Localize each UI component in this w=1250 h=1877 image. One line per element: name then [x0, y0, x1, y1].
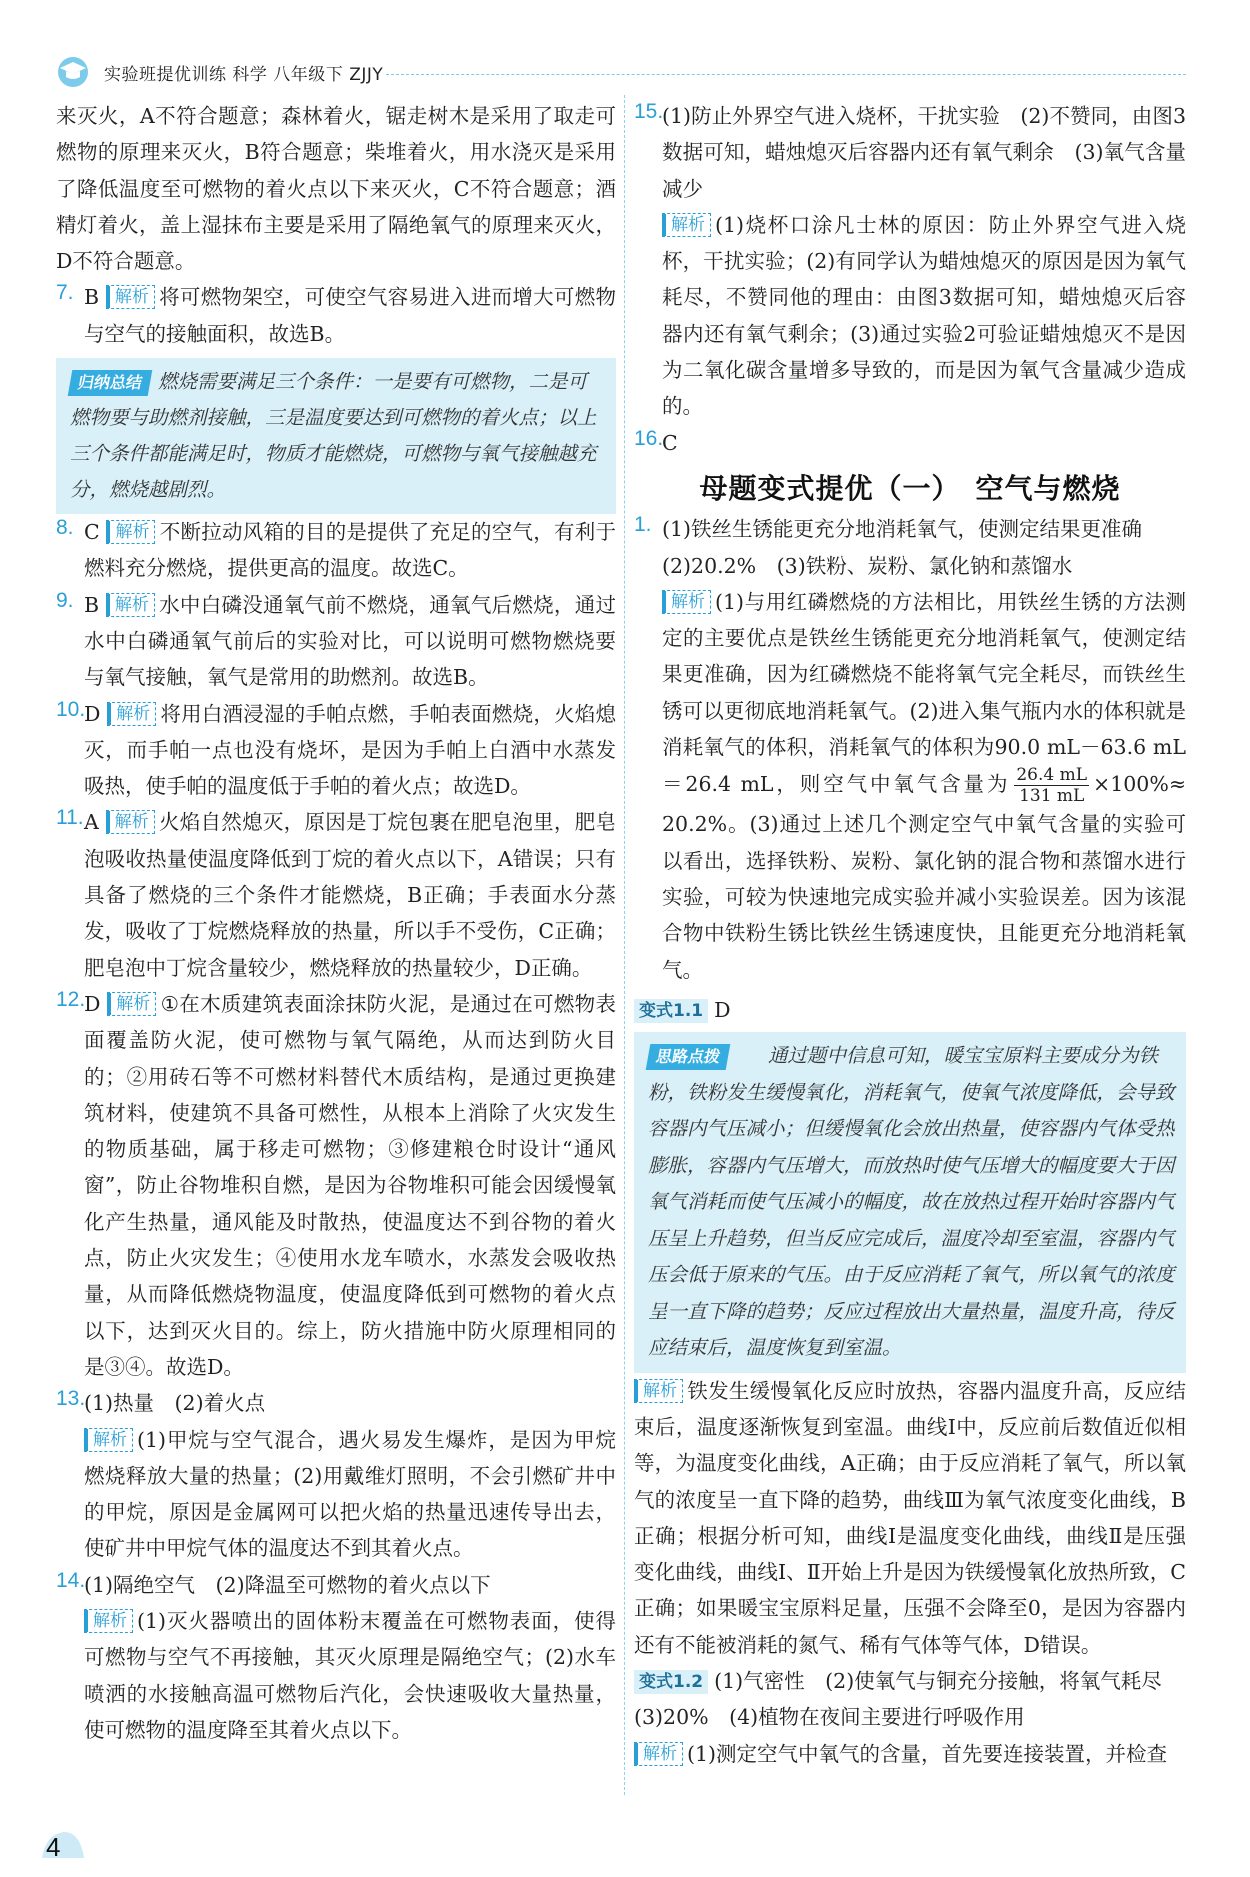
item-number: 9. [56, 588, 74, 612]
variant-answer-line-2: (3)20% (4)植物在夜间主要进行呼吸作用 [634, 1705, 1025, 1730]
analysis-tag: 解析 [662, 213, 711, 237]
answer-line-1: (1)铁丝生锈能更充分地消耗氧气，使测定结果更准确 [662, 517, 1143, 542]
page-number: 4 [46, 1832, 61, 1862]
answer: (1)热量 (2)着火点 [84, 1391, 266, 1416]
analysis-tag: 解析 [107, 702, 156, 726]
analysis-tag: 解析 [84, 1428, 133, 1452]
analysis-tag: 解析 [634, 1742, 683, 1766]
analysis-text: 将用白酒浸湿的手帕点燃，手帕表面燃烧，火焰熄灭，而手帕一点也没有烧坏，是因为手帕上白酒中水蒸发吸热，使手帕的温度低于手帕的着火点；故选D。 [84, 701, 616, 799]
summary-box [56, 358, 616, 514]
answer-item-11 [56, 804, 616, 985]
analysis-tag: 解析 [634, 1379, 683, 1403]
analysis-text: (1)测定空气中氧气的含量，首先要连接装置，并检查 [687, 1741, 1168, 1766]
variant-answer: D [714, 997, 731, 1022]
answer: B [84, 592, 100, 617]
answer-item-8 [56, 514, 616, 587]
answer-item-10 [56, 696, 616, 805]
right-column [634, 98, 1186, 1772]
thinking-tip-box [634, 1032, 1186, 1373]
analysis-text-b: ＝26.4 mL，则空气中氧气含量为 [662, 772, 1011, 797]
item-number: 16. [634, 426, 664, 450]
summary-text: 燃烧需要满足三个条件：一是要有可燃物，二是可燃物要与助燃剂接触，三是温度要达到可燃物的着火点；以上三个条件都能满足时，物质才能燃烧，可燃物与氧气接触越充分，燃烧越剧烈。 [70, 370, 597, 502]
item-number: 7. [56, 281, 74, 305]
section-title: 母题变式提优（一） 空气与燃烧 [699, 471, 1121, 505]
analysis-tag: 解析 [662, 590, 711, 614]
analysis-tag: 解析 [106, 810, 155, 834]
item-number: 1. [634, 513, 652, 537]
item-number: 15. [634, 100, 664, 123]
item-number: 12. [56, 987, 86, 1011]
analysis-tag: 解析 [106, 285, 155, 309]
variant-1-1-analysis [634, 1373, 1186, 1663]
answer: C [84, 520, 100, 545]
analysis-text: (1)烧杯口涂凡士林的原因：防止外界空气进入烧杯，干扰实验；(2)有同学认为蜡烛熄灭的原因是因为氧气耗尽，不赞同他的理由：由图3数据可知，蜡烛熄灭后容器内还有氧气剩余；(3)通过实验2可验证蜡烛熄灭不是因为二氧化碳含量增多导致的，而是因为氧气含量减少造成的。 [662, 212, 1186, 419]
analysis-text-d: 20.2%。(3)通过上述几个测定空气中氧气含量的实验可以看出，选择铁粉、炭粉、氯化钠的混合物和蒸馏水进行实验，可较为快速地完成实验并减小实验误差。因为该混合物中铁粉生锈比铁丝生锈速度快，且能更充分地消耗氧气。 [662, 812, 1186, 982]
item-number: 8. [56, 516, 74, 540]
answer: (1)隔绝空气 (2)降温至可燃物的着火点以下 [84, 1572, 491, 1597]
analysis-tag: 解析 [106, 593, 155, 617]
answer-item-7 [56, 279, 616, 352]
answer-item-16 [634, 425, 1186, 461]
variant-1-1 [634, 992, 1186, 1028]
analysis-tag: 解析 [106, 520, 155, 544]
graduation-cap-icon [56, 54, 90, 88]
analysis-text: (1)与用红磷燃烧的方法相比，用铁丝生锈的方法测定的主要优点是铁丝生锈能更充分地消耗氧气，使测定结果更准确，因为红磷燃烧不能将氧气完全耗尽，而铁丝生锈可以更彻底地消耗氧气。(2)进入集气瓶内水的体积就是消耗氧气的体积，消耗氧气的体积为90.0 mL－63.6 mL [662, 589, 1186, 760]
variant-label: 变式1.2 [634, 1670, 708, 1694]
analysis-tag: 解析 [107, 992, 156, 1016]
header-rule [386, 74, 1186, 75]
header-title: 实验班提优训练 科学 八年级下 ZJJY [104, 65, 384, 85]
variant-answer-line-1: (1)气密性 (2)使氧气与铜充分接触，将氧气耗尽 [714, 1669, 1162, 1693]
variant-label: 变式1.1 [634, 999, 708, 1023]
answer-item-12 [56, 986, 616, 1385]
analysis-text: 铁发生缓慢氧化反应时放热，容器内温度升高，反应结束后，温度逐渐恢复到室温。曲线Ⅰ中，反应前后数值近似相等，为温度变化曲线，A正确；由于反应消耗了氧气，所以氧气的浓度呈一直下降的趋势，曲线Ⅲ为氧气浓度变化曲线，B正确；根据分析可知，曲线Ⅰ是温度变化曲线，曲线Ⅱ是压强变化曲线，曲线Ⅰ、Ⅱ开始上升是因为铁缓慢氧化放热所致，C正确；如果暖宝宝原料足量，压强不会降至0，是因为容器内还有不能被消耗的氮气、稀有气体等气体，D错误。 [634, 1378, 1186, 1657]
answer-item-15 [634, 98, 1186, 425]
analysis-text: (1)灭火器喷出的固体粉末覆盖在可燃物表面，使得可燃物与空气不再接触，其灭火原理是隔绝空气；(2)水车喷洒的水接触高温可燃物后汽化，会快速吸收大量热量，使可燃物的温度降至其着火点以下。 [84, 1608, 616, 1742]
answer: D [84, 701, 101, 726]
variant-item-1 [634, 511, 1186, 988]
variant-1-2 [634, 1663, 1186, 1736]
analysis-text: ①在木质建筑表面涂抹防火泥，是通过在可燃物表面覆盖防火泥，使可燃物与氧气隔绝，从而达到防火目的；②用砖石等不可燃材料替代木质结构，是通过更换建筑材料，使建筑不具备可燃性，从根本上消除了火灾发生的物质基础，属于移走可燃物；③修建粮仓时设计“通风窗”，防止谷物堆积自燃，是因为谷物堆积可能会因缓慢氧化产生热量，通风能及时散热，使温度达不到谷物的着火点，防止火灾发生；④使用水龙车喷水，水蒸发会吸收热量，从而降低燃烧物温度，使温度降低到可燃物的着火点以下，达到灭火目的。综上，防火措施中防火原理相同的是③④。故选D。 [84, 991, 616, 1379]
tip-tag: 思路点拨 [646, 1044, 731, 1070]
analysis-tag: 解析 [84, 1609, 133, 1633]
tip-text: 通过题中信息可知，暖宝宝原料主要成分为铁粉，铁粉发生缓慢氧化，消耗氧气，使氧气浓度降低，会导致容器内气压减小；但缓慢氧化会放出热量，使容器内气体受热膨胀，容器内气压增大，而放热时使气压增大的幅度要大于因氧气消耗而使气压减小的幅度，故在放热过程开始时容器内气压呈上升趋势，但当反应完成后，温度冷却至室温，容器内气压会低于原来的气压。由于反应消耗了氧气，所以氧气的浓度呈一直下降的趋势；反应过程放出大量热量，温度升高，待反应结束后，温度恢复到室温。 [648, 1044, 1175, 1360]
analysis-text-c: ×100%≈ [1093, 772, 1186, 797]
analysis-text: 火焰自然熄灭，原因是丁烷包裹在肥皂泡里，肥皂泡吸收热量使温度降低到丁烷的着火点以下，A错误；只有具备了燃烧的三个条件才能燃烧，B正确；手表面水分蒸发，吸收了丁烷燃烧释放的热量，所以手不受伤，C正确；肥皂泡中丁烷含量较少，燃烧释放的热量较少，D正确。 [84, 810, 616, 980]
answer: C [662, 430, 678, 455]
item-number: 14. [56, 1568, 86, 1592]
fraction-denominator: 131 mL [1019, 786, 1085, 807]
analysis-text: 水中白磷没通氧气前不燃烧，通氧气后燃烧，通过水中白磷通氧气前后的实验对比，可以说明可燃物燃烧要与氧气接触，氧气是常用的助燃剂。故选B。 [84, 592, 616, 690]
answer-item-9 [56, 587, 616, 696]
variant-1-2-analysis [634, 1736, 1186, 1772]
answer-line-2: (2)20.2% (3)铁粉、炭粉、氯化钠和蒸馏水 [662, 553, 1073, 578]
left-column [56, 98, 616, 1748]
item-number: 11. [56, 806, 84, 830]
answer-item-14 [56, 1567, 616, 1748]
answer: B [84, 285, 100, 310]
summary-tag: 归纳总结 [68, 370, 153, 396]
answer-item-13 [56, 1385, 616, 1566]
oxygen-fraction [1014, 765, 1089, 806]
answer: A [84, 810, 99, 835]
page-header [56, 52, 1186, 92]
fraction-numerator: 26.4 mL [1016, 765, 1088, 786]
item-number: 10. [56, 697, 86, 721]
item-number: 13. [56, 1387, 86, 1411]
q6-continuation: 来灭火，A不符合题意；森林着火，锯走树木是采用了取走可燃物的原理来灭火，B符合题意；柴堆着火，用水浇灭是采用了降低温度至可燃物的着火点以下来灭火，C不符合题意；酒精灯着火，盖上湿抹布主要是采用了隔绝氧气的原理来灭火，D不符合题意。 [56, 104, 616, 274]
analysis-text: (1)甲烷与空气混合，遇火易发生爆炸，是因为甲烷燃烧释放大量的热量；(2)用戴维灯照明，不会引燃矿井中的甲烷，原因是金属网可以把火焰的热量迅速传导出去，使矿井中甲烷气体的温度达不到其着火点。 [84, 1427, 616, 1561]
analysis-text: 不断拉动风箱的目的是提供了充足的空气，有利于燃料充分燃烧，提供更高的温度。故选C。 [84, 520, 616, 581]
answer: D [84, 991, 101, 1016]
column-divider [624, 95, 625, 1795]
analysis-text: 将可燃物架空，可使空气容易进入进而增大可燃物与空气的接触面积，故选B。 [84, 285, 616, 346]
answer: (1)防止外界空气进入烧杯，干扰实验 (2)不赞同，由图3数据可知，蜡烛熄灭后容器内还有氧气剩余 (3)氧气含量减少 [662, 104, 1186, 201]
